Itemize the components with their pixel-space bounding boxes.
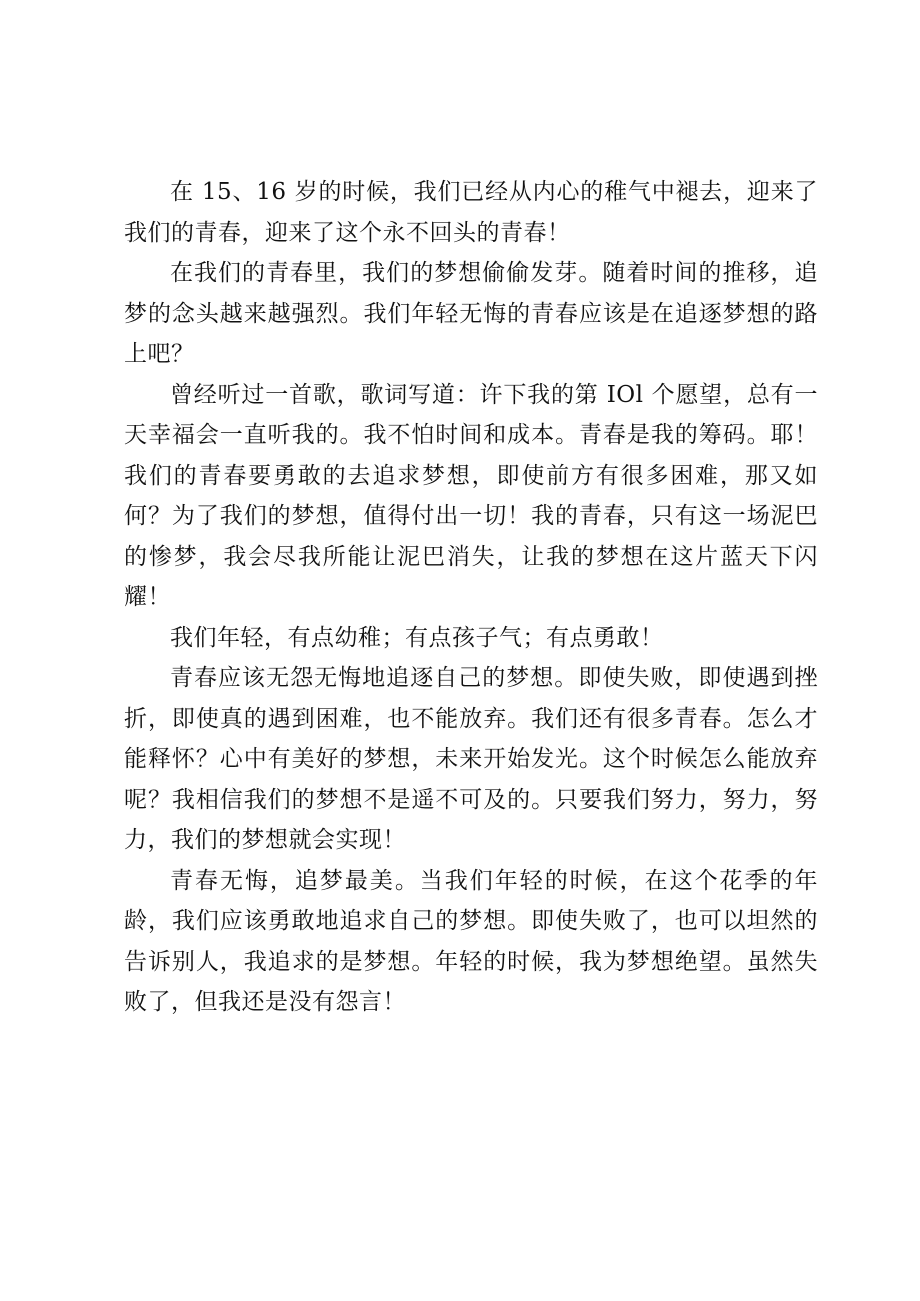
paragraph-6: 青春无悔，追梦最美。当我们年轻的时候，在这个花季的年龄，我们应该勇敢地追求自己的梦想。即使失败了，也可以坦然的告诉别人，我追求的是梦想。年轻的时候，我为梦想绝望。虽然失败了，但我还是没有怨言！	[124, 867, 818, 1015]
paragraph-3: 曾经听过一首歌，歌词写道：许下我的第 IOl 个愿望，总有一天幸福会一直听我的。我不怕时间和成本。青春是我的筹码。耶！我们的青春要勇敢的去追求梦想，即使前方有很多困难，那又如何？为了我们的梦想，值得付出一切！我的青春，只有这一场泥巴的惨梦，我会尽我所能让泥巴消失，让我的梦想在这片蓝天下闪耀！	[124, 381, 818, 610]
paragraph-5: 青春应该无怨无悔地追逐自己的梦想。即使失败，即使遇到挫折，即使真的遇到困难，也不能放弃。我们还有很多青春。怎么才能释怀？心中有美好的梦想，未来开始发光。这个时候怎么能放弃呢？我相信我们的梦想不是遥不可及的。只要我们努力，努力，努力，我们的梦想就会实现！	[124, 665, 818, 853]
document-body	[124, 172, 818, 1023]
paragraph-4: 我们年轻，有点幼稚；有点孩子气；有点勇敢！	[170, 624, 664, 651]
paragraph-1: 在 15、16 岁的时候，我们已经从内心的稚气中褪去，迎来了我们的青春，迎来了这个永不回头的青春！	[124, 179, 818, 246]
paragraph-2: 在我们的青春里，我们的梦想偷偷发芽。随着时间的推移，追梦的念头越来越强烈。我们年轻无悔的青春应该是在追逐梦想的路上吧？	[124, 260, 818, 367]
